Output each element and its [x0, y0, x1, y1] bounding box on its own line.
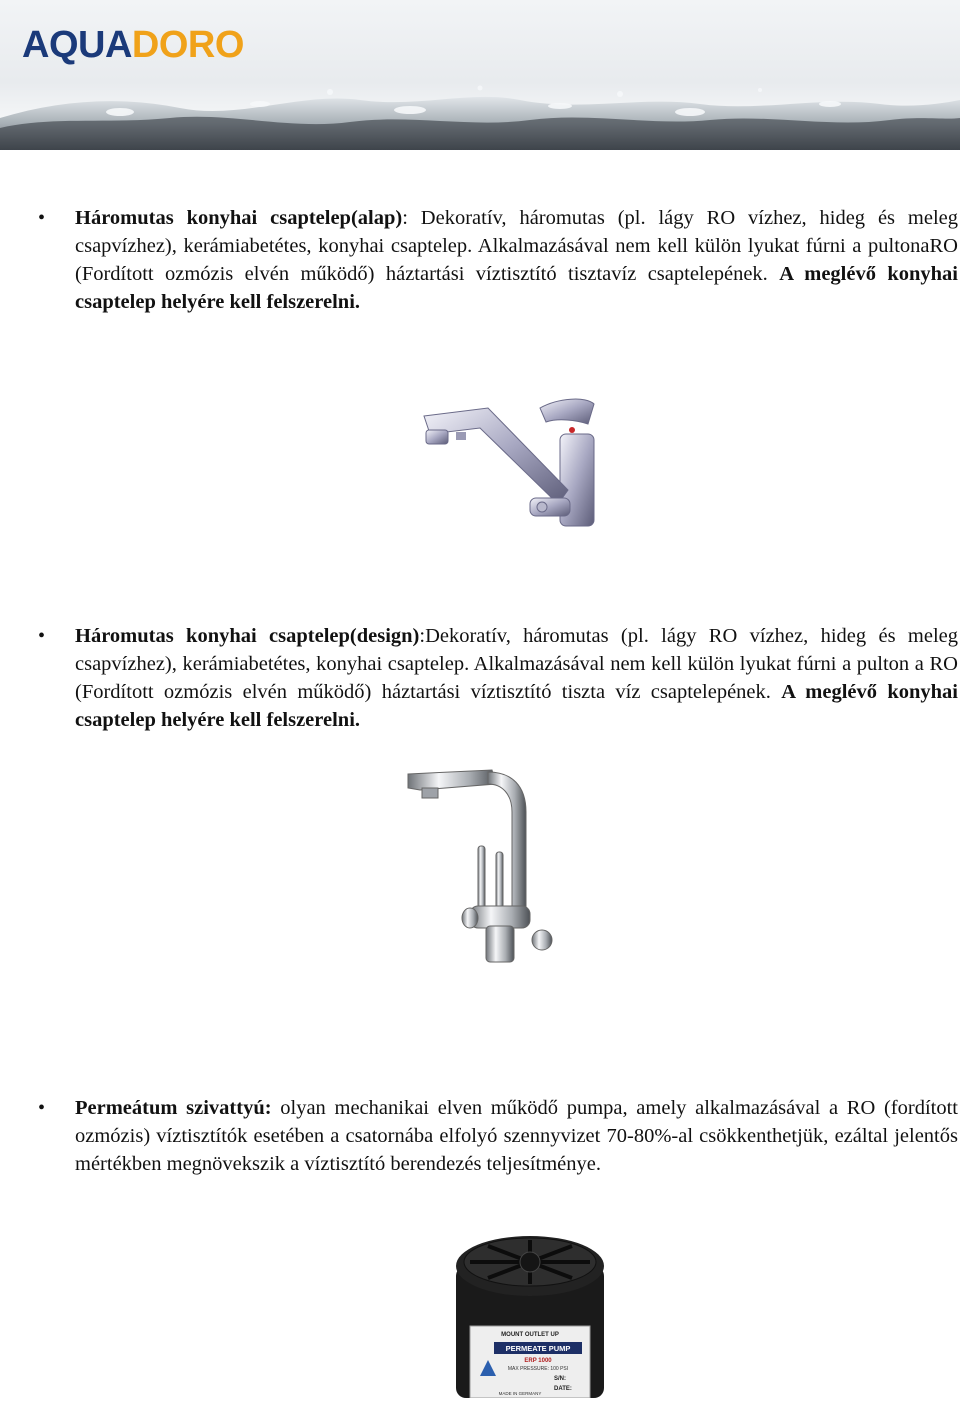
pump-label-pressure: MAX PRESSURE: 100 PSI	[507, 1366, 569, 1372]
pump-label-date: DATE:	[554, 1386, 572, 1392]
permeate-pump-icon	[450, 1226, 610, 1398]
pump-label-model: ERP 1000	[524, 1358, 552, 1364]
item-1-text	[75, 204, 958, 316]
permeate-pump-image	[450, 1226, 610, 1403]
water-splash-icon	[0, 0, 960, 150]
item-2-emphasis: A meglévő konyhai csaptelep helyére kell felszerelni.	[75, 681, 958, 731]
item-3-title: Permeátum szivattyú:	[75, 1097, 272, 1119]
bullet-1: •	[38, 207, 46, 229]
item-3-body: olyan mechanikai elven működő pumpa, amely alkalmazásával a RO (fordított ozmózis) víztisztítók esetében a csatornába elfolyó szennyvizet 70-80%-al csökkenthetjük, ezáltal jelentős mértékben megnövekszik a víztisztító berendezés teljesítménye.	[75, 1097, 958, 1175]
faucet-design-image	[400, 766, 570, 971]
item-2-text	[75, 622, 958, 734]
kitchen-faucet-basic-icon	[418, 394, 618, 529]
logo-doro: DORO	[131, 24, 244, 66]
faucet-basic-image	[418, 394, 618, 534]
item-2-body: Dekoratív, háromutas (pl. lágy RO vízhez, hideg és meleg csapvízhez), kerámiabetétes, konyhai csaptelep. Alkalmazásával nem kell külön lyukat fúrni a pulton a RO (Fordított ozmózis elvén működő) háztartási víztisztító tiszta víz csaptelepének.	[75, 625, 958, 703]
item-3-sep	[272, 1097, 281, 1119]
company-logo	[22, 26, 244, 64]
pump-label-made: MADE IN GERMANY	[498, 1391, 542, 1396]
pump-label-top: MOUNT OUTLET UP	[501, 1332, 559, 1338]
pump-label-name: PERMEATE PUMP	[505, 1344, 571, 1353]
logo-aqua: AQUA	[22, 24, 132, 66]
bullet-3: •	[38, 1097, 46, 1119]
item-1-emphasis: A meglévő konyhai csaptelep helyére kell felszerelni.	[75, 263, 958, 313]
item-2-sep: :	[419, 625, 426, 647]
kitchen-faucet-design-icon	[400, 766, 570, 966]
item-1-body: Dekoratív, háromutas (pl. lágy RO vízhez, hideg és meleg csapvízhez), kerámiabetétes, konyhai csaptelep. Alkalmazásával nem kell külön lyukat fúrni a pultonaRO (Fordított ozmózis elvén működő) háztartási víztisztító tisztavíz csaptelepének.	[75, 207, 958, 285]
header-banner	[0, 0, 960, 150]
item-1-title: Háromutas konyhai csaptelep(alap)	[75, 207, 403, 229]
item-1-sep: :	[402, 207, 421, 229]
pump-label-sn: S/N:	[554, 1376, 566, 1382]
item-3-text	[75, 1094, 958, 1178]
bullet-2: •	[38, 625, 46, 647]
item-2-title: Háromutas konyhai csaptelep(design)	[75, 625, 420, 647]
